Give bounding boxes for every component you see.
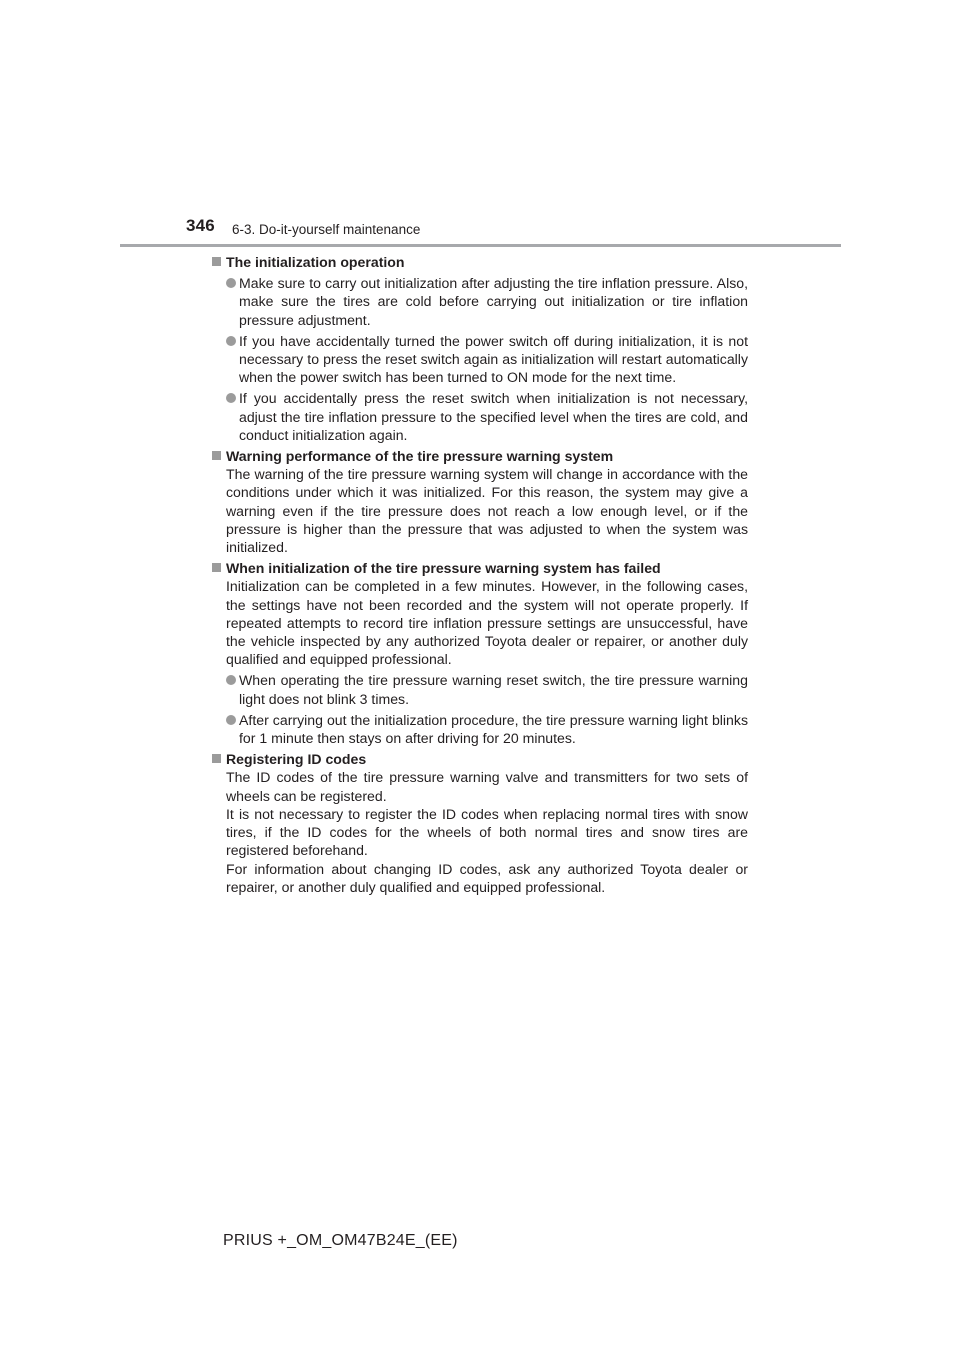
section-warning-performance: [212, 447, 748, 556]
paragraph: The warning of the tire pressure warning system will change in accordance with the conditions under which it was initialized. For this reason, the system may give a warning even if the tire pressure does not reach a low enough level, or if the pressure is higher than the pressure that was adjusted to when the system was initialized.: [226, 466, 748, 556]
section-initialization-failed: [212, 559, 748, 747]
list-item: [212, 671, 748, 707]
list-item: [212, 274, 748, 329]
section-heading: [212, 447, 748, 465]
section-initialization-operation: [212, 253, 748, 444]
paragraph-line: For information about changing ID codes, ask any authorized Toyota dealer or repairer, or another duly qualified and equipped professional.: [226, 860, 748, 895]
square-bullet-icon: [212, 451, 221, 460]
section-heading: [212, 750, 748, 768]
section-registering-id-codes: [212, 750, 748, 896]
bullet-text: When operating the tire pressure warning reset switch, the tire pressure warning light does not blink 3 times.: [239, 672, 748, 707]
section-heading: [212, 253, 748, 271]
header-divider: [120, 244, 841, 247]
circle-bullet-icon: [226, 393, 236, 403]
circle-bullet-icon: [226, 715, 236, 725]
square-bullet-icon: [212, 754, 221, 763]
heading-text: When initialization of the tire pressure warning system has failed: [226, 560, 661, 577]
paragraph-line: It is not necessary to register the ID codes when replacing normal tires with snow tires, if the ID codes for the wheels of both normal tires and snow tires are registered beforehand.: [226, 805, 748, 859]
circle-bullet-icon: [226, 278, 236, 288]
circle-bullet-icon: [226, 336, 236, 346]
bullet-text: If you accidentally press the reset switch when initialization is not necessary, adjust the tire inflation pressure to the specified level when the tires are cold, and conduct initialization again.: [239, 390, 748, 443]
list-item: [212, 332, 748, 387]
section-heading: [212, 559, 748, 577]
list-item: [212, 389, 748, 444]
paragraph: Initialization can be completed in a few minutes. However, in the following cases, the settings have not been recorded and the system will not operate properly. If repeated attempts to record tire inflation pressure settings are unsuccessful, have the vehicle inspected by any authorized Toyota dealer or repairer, or another duly qualified and equipped professional.: [226, 578, 748, 668]
square-bullet-icon: [212, 257, 221, 266]
bullet-text: After carrying out the initialization procedure, the tire pressure warning light blinks for 1 minute then stays on after driving for 20 minutes.: [239, 711, 748, 747]
heading-text: Registering ID codes: [226, 751, 367, 768]
page-content: [212, 253, 748, 899]
heading-text: Warning performance of the tire pressure warning system: [226, 448, 614, 465]
bullet-text: Make sure to carry out initialization after adjusting the tire inflation pressure. Also, make sure the tires are cold before carrying out initialization or tire inflation pressure adjustment.: [239, 275, 748, 328]
manual-code-footer: PRIUS +_OM_OM47B24E_(EE): [223, 1232, 458, 1249]
square-bullet-icon: [212, 563, 221, 572]
list-item: [212, 711, 748, 747]
page-number: 346: [186, 216, 215, 235]
circle-bullet-icon: [226, 675, 236, 685]
heading-text: The initialization operation: [226, 254, 405, 270]
bullet-text: If you have accidentally turned the power switch off during initialization, it is not necessary to press the reset switch again as initialization will restart automatically when the power switch has been turned to ON mode for the next time.: [239, 332, 748, 386]
paragraph: [212, 768, 748, 895]
paragraph-line: The ID codes of the tire pressure warning valve and transmitters for two sets of wheels can be registered.: [226, 769, 748, 804]
section-title: 6-3. Do-it-yourself maintenance: [232, 222, 421, 237]
